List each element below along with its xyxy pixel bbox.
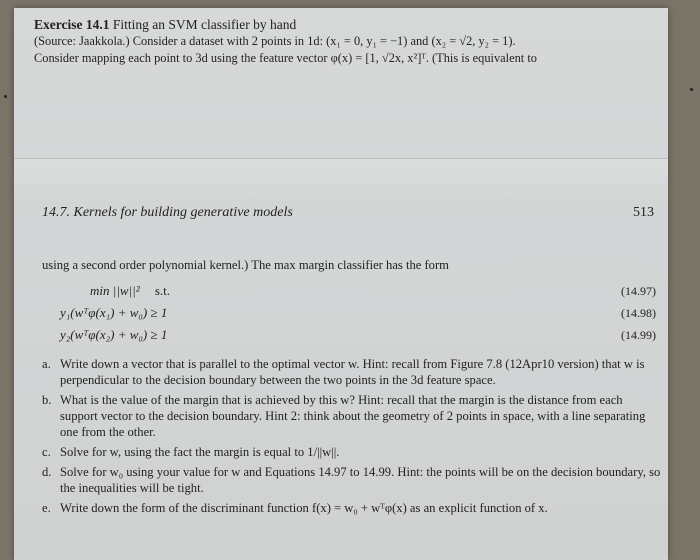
section-header [42,205,654,221]
exercise-line-2: Consider mapping each point to 3d using the feature vector φ(x) = [1, √2x, x²]ᵀ. (This is equivalent to [34,51,537,65]
exercise-heading [34,16,654,33]
page-fold-shade [14,158,668,198]
equation-suffix: s.t. [154,283,171,298]
part-c [42,444,662,460]
part-marker: e. [42,501,51,515]
part-text: Write down the form of the discriminant function f(x) = w₀ + wᵀφ(x) as an explicit function of x. [60,501,548,515]
part-marker: a. [42,357,51,371]
equation-number: (14.98) [621,306,656,320]
equation-number: (14.97) [621,284,656,298]
intro-text: using a second order polynomial kernel.) The max margin classifier has the form [42,258,449,272]
paper-sheet [14,8,668,560]
part-marker: b. [42,393,52,407]
part-a [42,356,662,388]
equation-lhs: y₁(wᵀφ(x₁) + w₀) ≥ 1 [60,305,168,320]
page-number: 513 [633,205,654,220]
section-title: 14.7. Kernels for building generative models [42,205,293,220]
equation-14-98 [42,304,662,326]
equation-lhs: min ||w||² [90,283,140,298]
part-text: Write down a vector that is parallel to the optimal vector w. Hint: recall from Figure 7.8 (12Apr10 version) that w is perpendicular to the decision boundary between the two points in the 3d feature space. [60,357,645,387]
problem-body [42,256,662,520]
exercise-number: Exercise 14.1 [34,17,110,32]
equation-14-97 [42,282,662,304]
part-text: What is the value of the margin that is achieved by this w? Hint: recall that the margin is the distance from each support vector to the decision boundary. Hint 2: think about the geometry of 2 points in space, with a line separating one from the other. [60,393,646,439]
part-e [42,500,662,516]
equation-number: (14.99) [621,328,656,342]
part-marker: c. [42,445,51,459]
part-d [42,464,662,496]
part-text: Solve for w, using the fact the margin is equal to 1/||w||. [60,445,340,459]
equation-14-99 [42,326,662,348]
exercise-parts [42,356,662,516]
exercise-title: Fitting an SVM classifier by hand [112,17,297,32]
exercise-line-1: (Source: Jaakkola.) Consider a dataset with 2 points in 1d: (x₁ = 0, y₁ = −1) and (x₂ = √2, y₂ = 1). [34,34,516,48]
part-b [42,392,662,440]
exercise-block [34,16,654,67]
equation-lhs: y₂(wᵀφ(x₂) + w₀) ≥ 1 [60,327,168,342]
part-text: Solve for w₀ using your value for w and Equations 14.97 to 14.99. Hint: the points will be on the decision boundary, so the inequalities will be tight. [60,465,661,495]
background-dot [690,88,693,91]
part-marker: d. [42,465,52,479]
background-dot [4,95,7,98]
